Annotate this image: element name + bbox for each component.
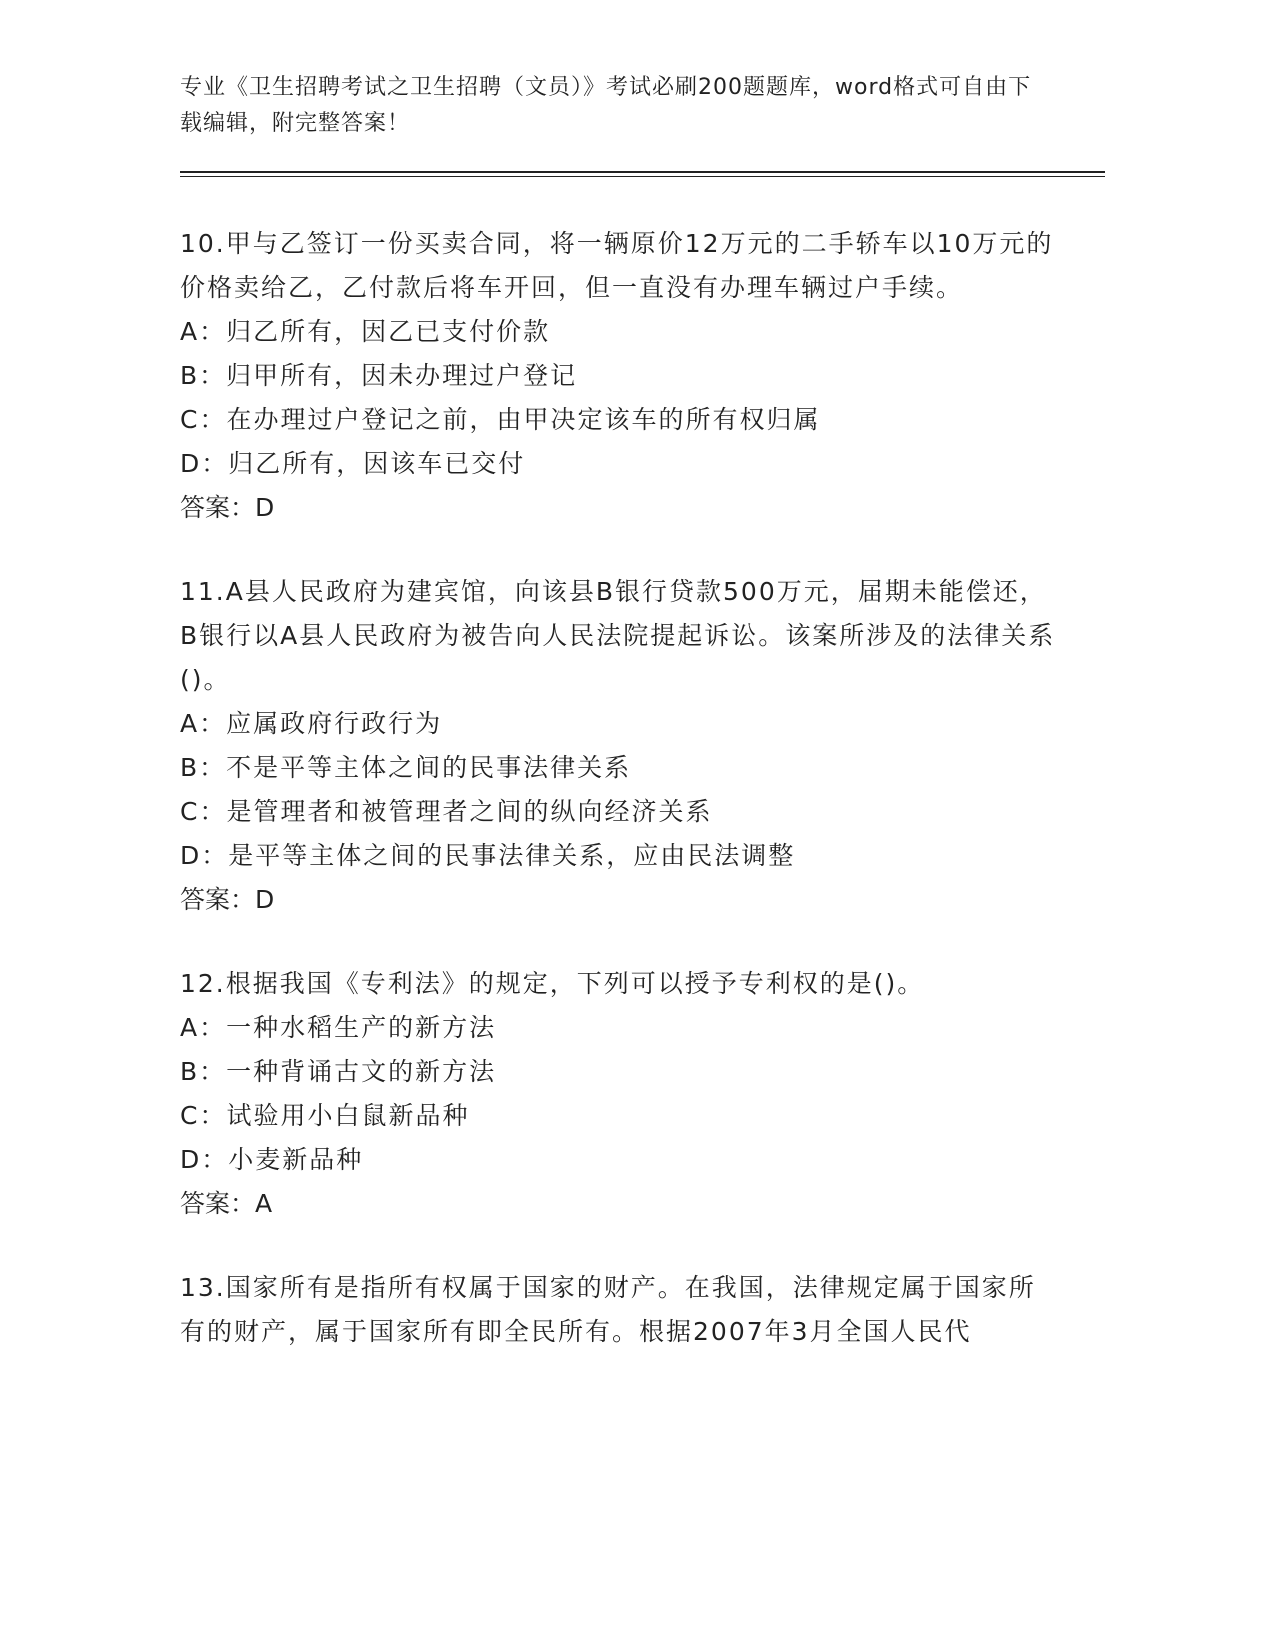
option-a: A：一种水稻生产的新方法 bbox=[180, 1013, 497, 1042]
option-b: B：归甲所有，因未办理过户登记 bbox=[180, 361, 578, 390]
option-c: C：试验用小白鼠新品种 bbox=[180, 1101, 470, 1130]
question-list bbox=[180, 222, 1060, 1394]
question-text: 10.甲与乙签订一份买卖合同，将一辆原价12万元的二手轿车以10万元的价格卖给乙，乙付款后将车开回，但一直没有办理车辆过户手续。 bbox=[180, 229, 1054, 302]
option-a: A：归乙所有，因乙已支付价款 bbox=[180, 317, 551, 346]
question-11 bbox=[180, 570, 1060, 922]
question-text: 12.根据我国《专利法》的规定，下列可以授予专利权的是()。 bbox=[180, 969, 925, 998]
option-a: A：应属政府行政行为 bbox=[180, 709, 443, 738]
option-c: C：在办理过户登记之前，由甲决定该车的所有权归属 bbox=[180, 405, 821, 434]
question-13 bbox=[180, 1266, 1060, 1354]
answer-line: 答案：D bbox=[180, 493, 275, 522]
option-d: D：小麦新品种 bbox=[180, 1145, 364, 1174]
answer-line: 答案：D bbox=[180, 885, 275, 914]
option-b: B：一种背诵古文的新方法 bbox=[180, 1057, 497, 1086]
option-c: C：是管理者和被管理者之间的纵向经济关系 bbox=[180, 797, 713, 826]
question-text: 11.A县人民政府为建宾馆，向该县B银行贷款500万元，届期未能偿还，B银行以A县人民政府为被告向人民法院提起诉讼。该案所涉及的法律关系()。 bbox=[180, 577, 1056, 694]
question-12 bbox=[180, 962, 1060, 1226]
question-text: 13.国家所有是指所有权属于国家的财产。在我国，法律规定属于国家所有的财产，属于国家所有即全民所有。根据2007年3月全国人民代 bbox=[180, 1273, 1036, 1346]
answer-line: 答案：A bbox=[180, 1189, 273, 1218]
option-d: D：归乙所有，因该车已交付 bbox=[180, 449, 526, 478]
option-d: D：是平等主体之间的民事法律关系，应由民法调整 bbox=[180, 841, 796, 870]
question-10 bbox=[180, 222, 1060, 530]
header-divider-thin bbox=[180, 176, 1105, 177]
option-b: B：不是平等主体之间的民事法律关系 bbox=[180, 753, 632, 782]
document-header: 专业《卫生招聘考试之卫生招聘（文员）》考试必刷200题题库，word格式可自由下载编辑，附完整答案！ bbox=[180, 75, 1032, 136]
header-divider-thick bbox=[180, 171, 1105, 173]
